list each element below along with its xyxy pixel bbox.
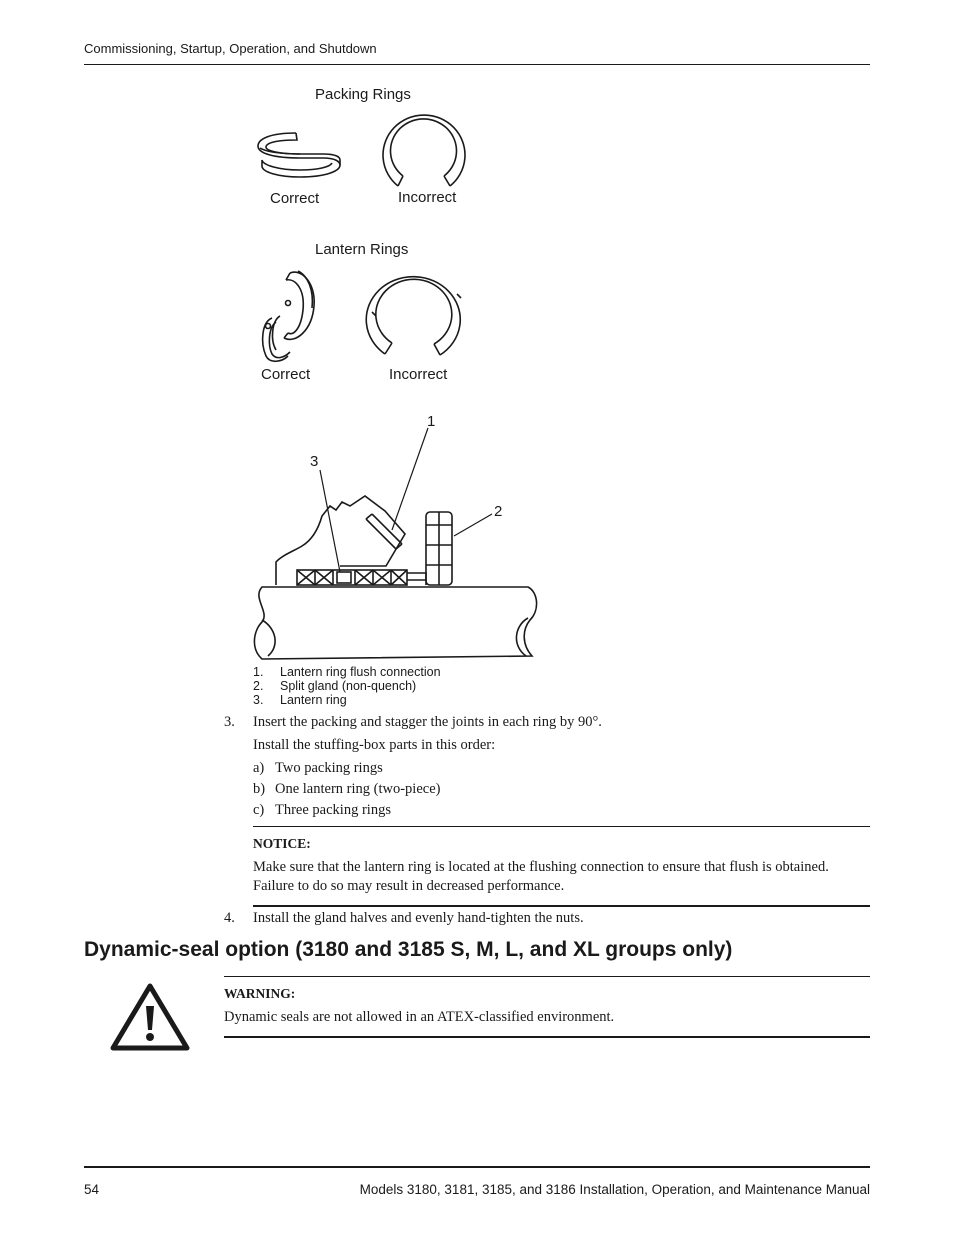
legend-number: 2.	[253, 679, 264, 693]
order-letter: a)	[253, 760, 265, 776]
legend-text: Lantern ring flush connection	[280, 665, 441, 679]
notice-bottom-rule	[253, 905, 870, 907]
packing-lantern-ring-figure	[240, 80, 560, 670]
step-subtext: Install the stuffing-box parts in this order:	[253, 737, 496, 753]
legend-number: 3.	[253, 693, 264, 707]
footer-rule	[84, 1166, 870, 1168]
callout-1: 1	[427, 413, 436, 430]
manual-title: Models 3180, 3181, 3185, and 3186 Installation, Operation, and Maintenance Manual	[359, 1182, 870, 1197]
callout-3: 3	[310, 453, 319, 470]
legend-item	[253, 665, 513, 679]
order-letter: c)	[253, 802, 265, 818]
warning-text: Dynamic seals are not allowed in an ATEX-classified environment.	[224, 1009, 615, 1025]
legend-item	[253, 679, 513, 693]
packing-ring-incorrect-drawing	[383, 115, 465, 186]
step-number: 4.	[224, 910, 235, 926]
notice-line-1: Make sure that the lantern ring is located at the flushing connection to ensure that flush is obtained.	[253, 859, 829, 875]
notice-top-rule	[253, 826, 870, 827]
order-letter: b)	[253, 781, 266, 797]
packing-correct-label: Correct	[270, 190, 320, 207]
step-number: 3.	[224, 714, 235, 730]
warning-label: WARNING:	[224, 986, 296, 1001]
packing-incorrect-label: Incorrect	[398, 189, 457, 206]
notice-line-2: Failure to do so may result in decreased performance.	[253, 878, 565, 894]
order-text: One lantern ring (two-piece)	[275, 781, 441, 797]
legend-text: Split gland (non-quench)	[280, 679, 417, 693]
lantern-correct-label: Correct	[261, 366, 311, 383]
callout-leaders	[320, 428, 492, 572]
lantern-rings-title: Lantern Rings	[315, 241, 409, 258]
lantern-ring-incorrect-drawing	[366, 277, 461, 355]
legend-item	[253, 693, 513, 707]
lantern-ring-correct-drawing	[263, 271, 315, 361]
warning-bottom-rule	[224, 1036, 870, 1038]
warning-triangle-icon	[110, 982, 190, 1052]
step-text: Install the gland halves and evenly hand-tighten the nuts.	[253, 910, 584, 926]
page-number: 54	[84, 1182, 100, 1197]
packing-ring-correct-drawing	[258, 133, 340, 177]
notice-label: NOTICE:	[253, 836, 311, 851]
order-text: Three packing rings	[275, 802, 391, 818]
legend-text: Lantern ring	[280, 693, 347, 707]
callout-2: 2	[494, 503, 503, 520]
figure-legend	[253, 665, 513, 709]
header-rule	[84, 64, 870, 65]
lantern-incorrect-label: Incorrect	[389, 366, 448, 383]
warning-top-rule	[224, 976, 870, 977]
legend-number: 1.	[253, 665, 264, 679]
section-heading: Dynamic-seal option (3180 and 3185 S, M, L, and XL groups only)	[84, 938, 733, 961]
step-text: Insert the packing and stagger the joints in each ring by 90°.	[253, 714, 602, 730]
order-text: Two packing rings	[275, 760, 383, 776]
running-header: Commissioning, Startup, Operation, and Shutdown	[84, 41, 377, 56]
packing-rings-title: Packing Rings	[315, 86, 411, 103]
